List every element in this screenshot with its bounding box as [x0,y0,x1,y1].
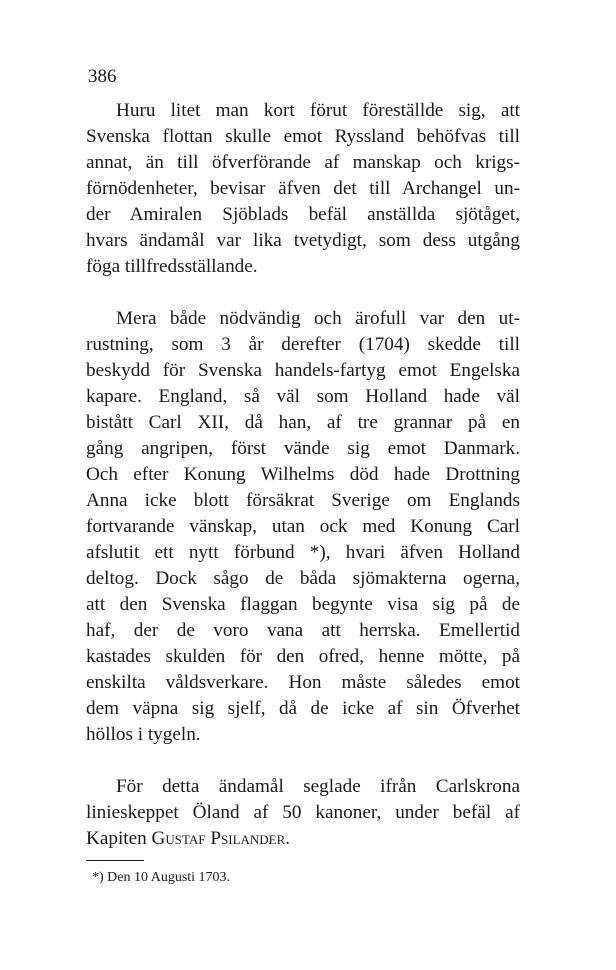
book-page [86,66,520,887]
text-line: hvars ändamål var lika tvetydigt, som dess utgång [86,230,520,251]
text-line: Svenska flottan skulle emot Ryssland behöfvas till [86,126,520,147]
text-line: Och efter Konung Wilhelms död hade Drottning [86,464,520,485]
text-line: Huru litet man kort förut föreställde sig, att [116,100,520,121]
footnote-rule [86,860,144,861]
text-line: dem väpna sig sjelf, då de icke af sin Öfverhet [86,698,520,719]
text-line: linieskeppet Öland af 50 kanoner, under befäl af [86,802,520,823]
text-line: att den Svenska flaggan begynte visa sig på de [86,594,520,615]
text-line-captain [86,826,520,852]
text-line: der Amiralen Sjöblads befäl anställda sjötåget, [86,204,520,225]
page-number: 386 [88,66,117,87]
footnote: *) Den 10 Augusti 1703. [92,870,231,885]
text-line: Anna icke blott försäkrat Sverige om Englands [86,490,520,511]
text-line: förnödenheter, bevisar äfven det till Archangel un- [86,178,520,199]
text-line: beskydd för Svenska handels-fartyg emot Engelska [86,360,520,381]
paragraph-flottan [86,98,520,280]
paragraph-rustning [86,306,520,748]
paragraph-gap [86,748,520,774]
text-line: Mera både nödvändig och ärofull var den ut- [116,308,520,329]
captain-name: Gustaf Psilander. [151,828,291,849]
captain-title: Kapiten [86,828,152,849]
text-line: kastades skulden för den ofred, henne mötte, på [86,646,520,667]
text-line: rustning, som 3 år derefter (1704) skedde till [86,334,520,355]
text-line: gång angripen, först vände sig emot Danmark. [86,438,520,459]
text-line: bistått Carl XII, då han, af tre grannar på en [86,412,520,433]
text-line: kapare. England, så väl som Holland hade väl [86,386,520,407]
text-line: annat, än till öfverförande af manskap och krigs- [86,152,520,173]
text-line: haf, der de voro vana att herrska. Emellertid [86,620,520,641]
text-line: föga tillfredsställande. [86,256,258,277]
text-line: enskilta våldsverkare. Hon måste således emot [86,672,520,693]
text-line: afslutit ett nytt förbund *), hvari äfven Holland [86,542,520,563]
text-line: För detta ändamål seglade ifrån Carlskrona [116,776,520,797]
paragraph-gap [86,280,520,306]
text-line: deltog. Dock sågo de båda sjömakterna ogerna, [86,568,520,589]
text-line: höllos i tygeln. [86,724,201,745]
paragraph-oland [86,774,520,852]
text-line: fortvarande vänskap, utan ock med Konung Carl [86,516,520,537]
